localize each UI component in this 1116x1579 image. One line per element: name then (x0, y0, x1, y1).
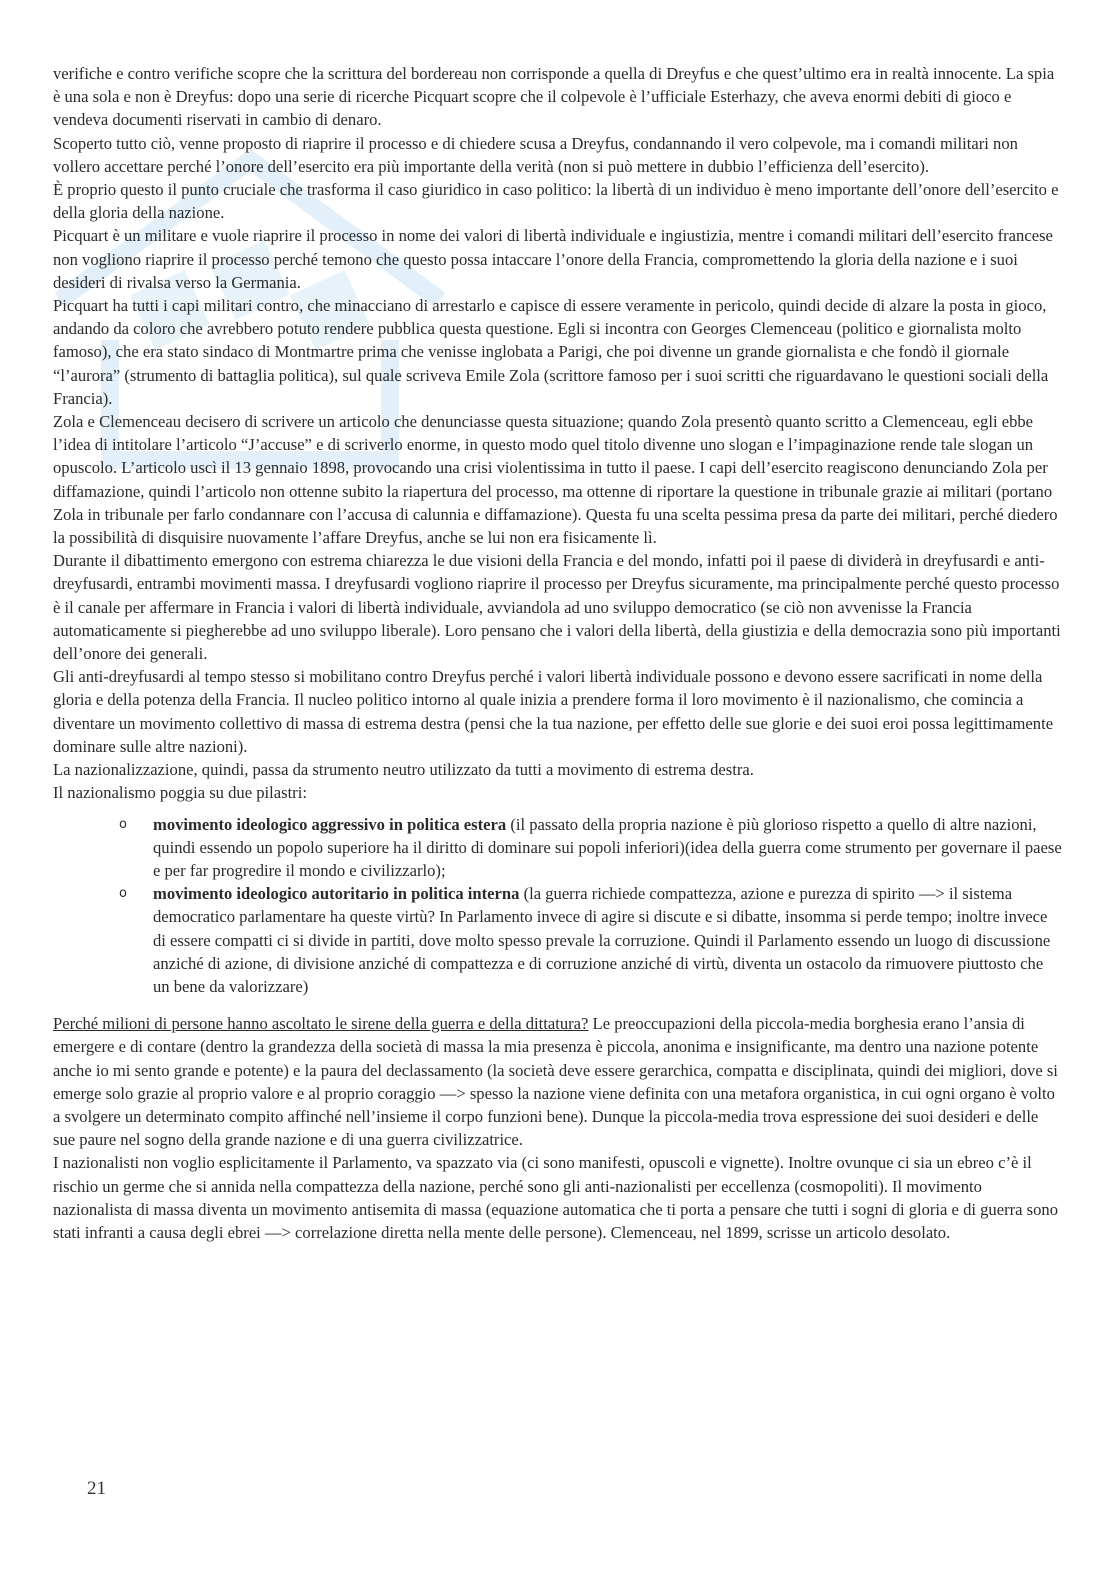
underlined-question: Perché milioni di persone hanno ascoltato le sirene della guerra e della dittatura? (53, 1014, 589, 1034)
list-item (53, 813, 1063, 883)
list-item (53, 882, 1063, 998)
bullet-bold-title: movimento ideologico aggressivo in politica estera (153, 814, 507, 834)
paragraph: Durante il dibattimento emergono con estrema chiarezza le due visioni della Francia e del mondo, infatti poi il paese di dividerà in dreyfusardi e anti-dreyfusardi, entrambi movimenti massa. I dreyfusardi vogliono riaprire il processo per Dreyfus sicuramente, ma principalmente perché questo processo è il canale per affermare in Francia i valori di libertà individuale, avviandola ad uno sviluppo democratico (se ciò non avvenisse la Francia automaticamente si piegherebbe ad uno sviluppo liberale). Loro pensano che i valori della libertà, della giustizia e della democrazia sono più importanti dell’onore dei generali. (53, 551, 1061, 664)
paragraph (53, 1012, 1063, 1151)
page-number: 21 (87, 1478, 106, 1499)
paragraph: Scoperto tutto ciò, venne proposto di riaprire il processo e di chiedere scusa a Dreyfus, condannando il vero colpevole, ma i comandi militari non vollero accettare perché l’onore dell’esercito era più importante della verità (non si può mettere in dubbio l’efficienza dell’esercito). (53, 133, 1018, 176)
bullet-marker: o (119, 886, 127, 902)
bullet-text: (la guerra richiede compattezza, azione e purezza di spirito —> il sistema democratico parlamentare ha queste virtù? In Parlamento invece di agire si discute e si dibatte, insomma si perde tempo; inoltre invece di essere compatti ci si divide in partiti, dove molto spesso prevale la corruzione. Quindi il Parlamento essendo un luogo di discussione anziché di azione, di divisione anziché di compattezza e di corruzione anziché di virtù, diventa un ostacolo da rimuovere piuttosto che un bene da valorizzare) (153, 884, 1051, 996)
paragraph: I nazionalisti non voglio esplicitamente il Parlamento, va spazzato via (ci sono manifesti, opuscoli e vignette). Inoltre ovunque ci sia un ebreo c’è il rischio un germe che si annida nella compattezza della nazione, perché sono gli anti-nazionalisti per eccellenza (cosmopoliti). Il movimento nazionalista di massa diventa un movimento antisemita di massa (equazione automatica che ti porta a pensare che tutti i sogni di gloria e di guerra sono stati infranti a causa degli ebrei —> correlazione diretta nella mente delle persone). Clemenceau, nel 1899, scrisse un articolo desolato. (53, 1153, 1058, 1242)
paragraph: Picquart è un militare e vuole riaprire il processo in nome dei valori di libertà individuale e ingiustizia, mentre i comandi militari dell’esercito francese non vogliono riaprire il processo perché temono che questo possa intaccare l’onore della Francia, compromettendo la gloria della nazione e i suoi desideri di rivalsa verso la Germania. (53, 226, 1053, 292)
bullet-marker: o (119, 816, 127, 832)
pillars-list (53, 813, 1063, 999)
paragraph: Il nazionalismo poggia su due pilastri: (53, 783, 307, 803)
page-body (53, 62, 1063, 1244)
paragraph: Gli anti-dreyfusardi al tempo stesso si mobilitano contro Dreyfus perché i valori libertà individuale possono e devono essere sacrificati in nome della gloria e della potenza della Francia. Il nucleo politico intorno al quale inizia a prendere forma il loro movimento è il nazionalismo, che comincia a diventare un movimento collettivo di massa di estrema destra (pensi che la tua nazione, per effetto delle sue glorie e dei suoi eroi possa legittimamente dominare sulle altre nazioni). (53, 667, 1054, 756)
paragraph: Picquart ha tutti i capi militari contro, che minacciano di arrestarlo e capisce di essere veramente in pericolo, quindi decide di alzare la posta in gioco, andando da coloro che avrebbero potuto rendere pubblica questa questione. Egli si incontra con Georges Clemenceau (politico e giornalista molto famoso), che era stato sindaco di Montmartre prima che venisse inglobata a Parigi, che poi divenne un grande giornalista e che fondò il giornale “l’aurora” (strumento di battaglia politica), sul quale scriveva Emile Zola (scrittore famoso per i suoi scritti che riguardavano le questioni sociali della Francia). (53, 296, 1049, 408)
bullet-text: (il passato della propria nazione è più glorioso rispetto a quello di altre nazioni, quindi essendo un popolo superiore ha il diritto di dominare sui popoli inferiori)(idea della guerra come strumento per governare il paese e per far progredire il mondo e civilizzarlo); (153, 814, 1062, 880)
paragraph: È proprio questo il punto cruciale che trasforma il caso giuridico in caso politico: la libertà di un individuo è meno importante dell’onore dell’esercito e della gloria della nazione. (53, 180, 1059, 223)
paragraph: La nazionalizzazione, quindi, passa da strumento neutro utilizzato da tutti a movimento di estrema destra. (53, 760, 754, 780)
bullet-bold-title: movimento ideologico autoritario in politica interna (153, 884, 520, 904)
paragraph: Zola e Clemenceau decisero di scrivere un articolo che denunciasse questa situazione; quando Zola presentò quanto scritto a Clemenceau, egli ebbe l’idea di intitolare l’articolo “J’accuse” e di scriverlo enorme, in questo modo quel titolo divenne uno slogan e l’impaginazione rende tale slogan un opuscolo. L’articolo uscì il 13 gennaio 1898, provocando una crisi violentissima in tutto il paese. I capi dell’esercito reagiscono denunciando Zola per diffamazione, quindi l’articolo non ottenne subito la riapertura del processo, ma ottenne di riportare la questione in tribunale grazie ai militari (portano Zola in tribunale per farlo condannare con l’accusa di calunnia e diffamazione). Questa fu una scelta pessima presa da parte dei militari, perché diedero la possibilità di disquisire nuovamente l’affare Dreyfus, anche se lui non era fisicamente lì. (53, 412, 1058, 548)
paragraph-text: Le preoccupazioni della piccola-media borghesia erano l’ansia di emergere e di contare (dentro la grandezza della società di massa la mia presenza è piccola, anonima e insignificante, ma dentro una nazione potente anche io mi sento grande e potente) e la paura del declassamento (la società deve essere gerarchica, compatta e disciplinata, quindi dei migliori, dove si emerge solo grazie al proprio valore e al proprio coraggio —> spesso la nazione viene definita con una metafora organistica, in cui ogni organo è volto a svolgere un determinato compito affinché nell’insieme il corpo funzioni bene). Dunque la piccola-media trova espressione dei suoi desideri e delle sue paure nel sogno della grande nazione e di una guerra civilizzatrice. (53, 1014, 1058, 1150)
paragraph: verifiche e contro verifiche scopre che la scrittura del bordereau non corrisponde a quella di Dreyfus e che quest’ultimo era in realtà innocente. La spia è una sola e non è Dreyfus: dopo una serie di ricerche Picquart scopre che il colpevole è l’ufficiale Esterhazy, che aveva enormi debiti di gioco e vendeva documenti riservati in cambio di denaro. (53, 64, 1055, 130)
